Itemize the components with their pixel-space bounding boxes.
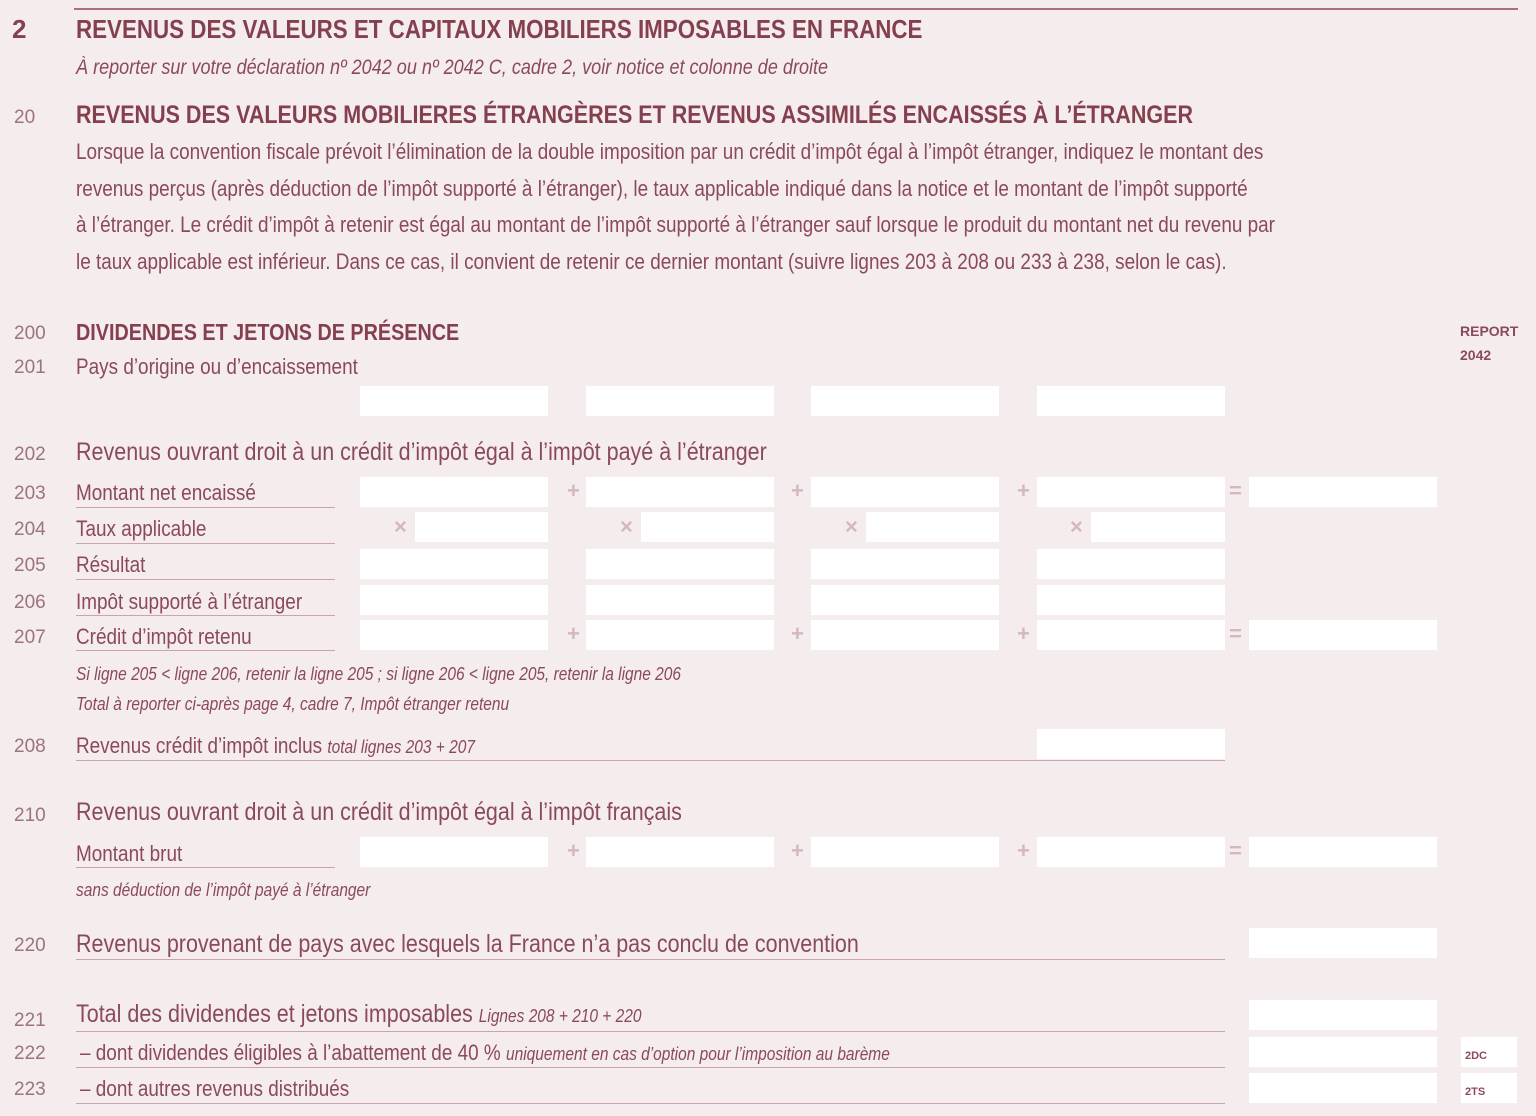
- line-number: 223: [14, 1079, 46, 1100]
- equals-icon: =: [1229, 621, 1242, 646]
- rate-field-3[interactable]: [866, 512, 999, 542]
- line-207-note: Si ligne 205 < ligne 206, retenir la ligne 205 ; si ligne 206 < ligne 205, retenir la ligne 206: [76, 664, 682, 684]
- gross-amount-label: Montant brut: [76, 841, 183, 866]
- country-field-3[interactable]: [811, 386, 999, 416]
- equals-icon: =: [1229, 478, 1242, 503]
- sub20-title: REVENUS DES VALEURS MOBILIERES ÉTRANGÈRES ET REVENUS ASSIMILÉS ENCAISSÉS À L’ÉTRANGER: [76, 101, 1193, 129]
- credit-field-1[interactable]: [360, 620, 548, 650]
- line-221-label: Total des dividendes et jetons imposables: [76, 1000, 473, 1028]
- line-210-note: sans déduction de l’impôt payé à l’étranger: [76, 880, 371, 900]
- country-field-4[interactable]: [1037, 386, 1225, 416]
- line-210-label: Revenus ouvrant droit à un crédit d’impôt égal à l’impôt français: [76, 798, 682, 826]
- net-amount-field-4[interactable]: [1037, 477, 1225, 507]
- line-number: 210: [14, 805, 46, 826]
- top-rule: [74, 8, 1518, 10]
- gross-amount-field-2[interactable]: [586, 837, 774, 867]
- line-204-label: Taux applicable: [76, 516, 207, 541]
- sub20-number: 20: [14, 107, 36, 128]
- line-number: 206: [14, 592, 46, 613]
- line-220-field[interactable]: [1249, 928, 1437, 958]
- gross-amount-total-field[interactable]: [1249, 837, 1437, 867]
- line-207-report-note: Total à reporter ci-après page 4, cadre 7, Impôt étranger retenu: [76, 694, 510, 714]
- text-line: le taux applicable est inférieur. Dans ce cas, il convient de retenir ce dernier montant (suivre lignes 203 à 208 ou 233 à 238, selon le cas).: [76, 248, 1227, 274]
- box-code-2ts: 2TS: [1461, 1073, 1517, 1103]
- foreign-tax-field-2[interactable]: [586, 585, 774, 615]
- report-form: 2042: [1460, 347, 1492, 363]
- plus-icon: +: [1017, 478, 1030, 503]
- line-number: 221: [14, 1010, 46, 1031]
- rate-field-1[interactable]: [415, 512, 548, 542]
- gross-amount-field-1[interactable]: [360, 837, 548, 867]
- line-number: 205: [14, 555, 46, 576]
- result-field-4[interactable]: [1037, 549, 1225, 579]
- credit-field-3[interactable]: [811, 620, 999, 650]
- line-200-label: DIVIDENDES ET JETONS DE PRÉSENCE: [76, 319, 460, 345]
- plus-icon: +: [791, 838, 804, 863]
- plus-icon: +: [791, 621, 804, 646]
- plus-icon: +: [567, 838, 580, 863]
- line-number: 222: [14, 1043, 46, 1064]
- line-number: 208: [14, 736, 46, 757]
- times-icon: ×: [394, 514, 407, 539]
- line-number: 202: [14, 444, 46, 465]
- sub20-explanation: [76, 134, 1470, 280]
- credit-field-2[interactable]: [586, 620, 774, 650]
- result-field-3[interactable]: [811, 549, 999, 579]
- foreign-tax-field-4[interactable]: [1037, 585, 1225, 615]
- country-field-1[interactable]: [360, 386, 548, 416]
- line-203-label: Montant net encaissé: [76, 480, 256, 505]
- line-number: 203: [14, 483, 46, 504]
- result-field-1[interactable]: [360, 549, 548, 579]
- rate-field-4[interactable]: [1091, 512, 1225, 542]
- net-amount-total-field[interactable]: [1249, 477, 1437, 507]
- plus-icon: +: [1017, 621, 1030, 646]
- result-field-2[interactable]: [586, 549, 774, 579]
- line-222-field[interactable]: [1249, 1037, 1437, 1067]
- line-208-note: total lignes 203 + 207: [327, 737, 475, 757]
- credit-field-4[interactable]: [1037, 620, 1225, 650]
- foreign-tax-field-3[interactable]: [811, 585, 999, 615]
- line-202-label: Revenus ouvrant droit à un crédit d’impôt égal à l’impôt payé à l’étranger: [76, 438, 767, 466]
- report-label: REPORT: [1460, 323, 1519, 339]
- line-number: 200: [14, 323, 46, 344]
- line-number: 220: [14, 935, 46, 956]
- box-code-2dc: 2DC: [1461, 1037, 1517, 1067]
- text-line: à l’étranger. Le crédit d’impôt à retenir est égal au montant de l’impôt supporté à l’étranger sauf lorsque le produit du montant net du revenu par: [76, 212, 1275, 237]
- line-number: 201: [14, 357, 46, 378]
- times-icon: ×: [620, 514, 633, 539]
- net-amount-field-2[interactable]: [586, 477, 774, 507]
- line-number: 204: [14, 519, 46, 540]
- line-208-label: Revenus crédit d’impôt inclus: [76, 733, 323, 758]
- section-number: 2: [12, 14, 27, 44]
- line-208-field[interactable]: [1037, 729, 1225, 759]
- country-field-2[interactable]: [586, 386, 774, 416]
- section-title: REVENUS DES VALEURS ET CAPITAUX MOBILIERS IMPOSABLES EN FRANCE: [76, 14, 923, 44]
- gross-amount-field-3[interactable]: [811, 837, 999, 867]
- times-icon: ×: [1070, 514, 1083, 539]
- line-206-label: Impôt supporté à l’étranger: [76, 589, 303, 614]
- foreign-tax-field-1[interactable]: [360, 585, 548, 615]
- line-223-label: – dont autres revenus distribués: [80, 1076, 350, 1101]
- line-220-label: Revenus provenant de pays avec lesquels la France n’a pas conclu de convention: [76, 930, 859, 958]
- rate-field-2[interactable]: [641, 512, 774, 542]
- plus-icon: +: [791, 478, 804, 503]
- line-222-label: – dont dividendes éligibles à l’abattement de 40 %: [80, 1040, 501, 1065]
- times-icon: ×: [845, 514, 858, 539]
- text-line: Lorsque la convention fiscale prévoit l’élimination de la double imposition par un crédit d’impôt égal à l’impôt étranger, indiquez le montant des: [76, 139, 1264, 164]
- section-subtitle: À reporter sur votre déclaration nº 2042 ou nº 2042 C, cadre 2, voir notice et colonne de droite: [76, 56, 829, 79]
- line-223-field[interactable]: [1249, 1073, 1437, 1103]
- plus-icon: +: [567, 478, 580, 503]
- net-amount-field-1[interactable]: [360, 477, 548, 507]
- line-207-label: Crédit d’impôt retenu: [76, 624, 252, 649]
- line-number: 207: [14, 627, 46, 648]
- line-205-label: Résultat: [76, 552, 146, 577]
- report-2042-header: [1460, 319, 1518, 367]
- line-221-note: Lignes 208 + 210 + 220: [478, 1006, 642, 1026]
- net-amount-field-3[interactable]: [811, 477, 999, 507]
- text-line: revenus perçus (après déduction de l’impôt supporté à l’étranger), le taux applicable indiqué dans la notice et le montant de l’impôt supporté: [76, 175, 1248, 201]
- gross-amount-field-4[interactable]: [1037, 837, 1225, 867]
- line-222-note: uniquement en cas d’option pour l’imposition au barème: [506, 1044, 890, 1064]
- equals-icon: =: [1229, 838, 1242, 863]
- plus-icon: +: [1017, 838, 1030, 863]
- line-201-label: Pays d’origine ou d’encaissement: [76, 354, 358, 379]
- plus-icon: +: [567, 621, 580, 646]
- line-221-field[interactable]: [1249, 1000, 1437, 1030]
- credit-total-field[interactable]: [1249, 620, 1437, 650]
